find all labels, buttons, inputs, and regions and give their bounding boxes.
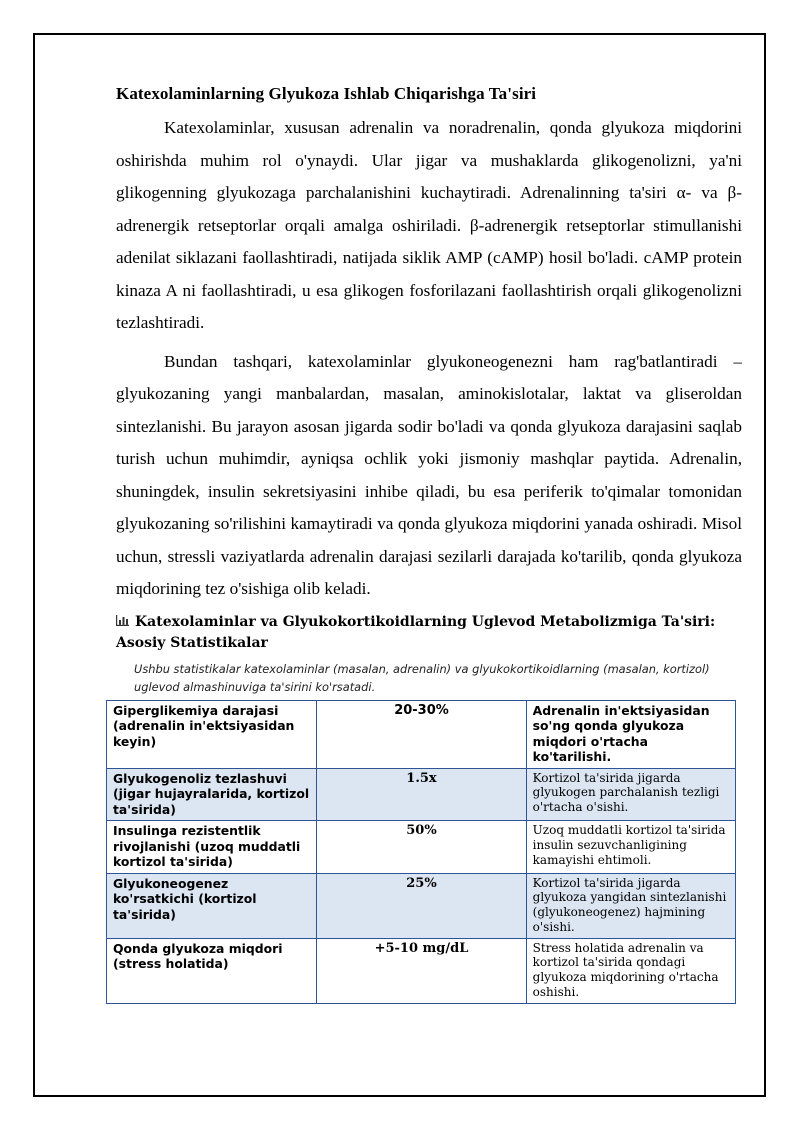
stats-description: Ushbu statistikalar katexolaminlar (masalan, adrenalin) va glyukokortikoidlarning (masalan, kortizol) uglevod almashinuviga ta'sirini ko'rsatadi.	[134, 661, 710, 694]
stats-heading	[116, 612, 742, 654]
row-label: Qonda glyukoza miqdori (stress holatida)	[107, 938, 317, 1003]
paragraph-2: Bundan tashqari, katexolaminlar glyukoneogenezni ham rag'batlantiradi – glyukozaning yangi manbalardan, masalan, aminokislotalar, laktat va gliseroldan sintezlanishi. Bu jarayon asosan jigarda sodir bo'ladi va qonda glyukoza darajasini saqlab turish uchun muhimdir, ayniqsa ochlik yoki jismoniy mashqlar paytida. Adrenalin, shuningdek, insulin sekretsiyasini inhibe qiladi, bu esa periferik to'qimalar tomonidan glyukozaning so'rilishini kamaytiradi va qonda glyukoza miqdorini yanada oshiradi. Misol uchun, stressli vaziyatlarda adrenalin darajasi sezilarli darajada ko'tarilib, qonda glyukoza miqdorining tez o'sishiga olib keladi.	[116, 351, 742, 598]
stats-table	[106, 700, 736, 1004]
row-note: Stress holatida adrenalin va kortizol ta'sirida qondagi glyukoza miqdorining o'rtacha oshishi.	[526, 938, 735, 1003]
row-note: Uzoq muddatli kortizol ta'sirida insulin sezuvchanligining kamayishi ehtimoli.	[526, 821, 735, 874]
row-note: Kortizol ta'sirida jigarda glyukoza yangidan sintezlanishi (glyukoneogenez) hajmining o'sishi.	[526, 873, 735, 938]
bar-chart-icon	[116, 612, 129, 633]
table-row	[107, 873, 736, 938]
table-row	[107, 938, 736, 1003]
row-label: Giperglikemiya darajasi (adrenalin in'ektsiyasidan keyin)	[107, 700, 317, 768]
row-label: Glyukogenoliz tezlashuvi (jigar hujayralarida, kortizol ta'sirida)	[107, 768, 317, 821]
table-row	[107, 700, 736, 768]
row-value: 1.5x	[317, 768, 526, 821]
stats-title: Katexolaminlar va Glyukokortikoidlarning Uglevod Metabolizmiga Ta'siri: Asosiy Statistikalar	[116, 613, 716, 651]
row-label: Insulinga rezistentlik rivojlanishi (uzoq muddatli kortizol ta'sirida)	[107, 821, 317, 874]
table-row	[107, 768, 736, 821]
table-row	[107, 821, 736, 874]
row-note: Kortizol ta'sirida jigarda glyukogen parchalanish tezligi o'rtacha o'sishi.	[526, 768, 735, 821]
row-note: Adrenalin in'ektsiyasidan so'ng qonda glyukoza miqdori o'rtacha ko'tarilishi.	[526, 700, 735, 768]
document-title: Katexolaminlarning Glyukoza Ishlab Chiqarishga Ta'siri	[116, 84, 537, 103]
row-value: 50%	[317, 821, 526, 874]
row-value: 20-30%	[317, 700, 526, 768]
paragraph-1: Katexolaminlar, xususan adrenalin va noradrenalin, qonda glyukoza miqdorini oshirishda muhim rol o'ynaydi. Ular jigar va mushaklarda glikogenolizni, ya'ni glikogenning glyukozaga parchalanishini kuchaytiradi. Adrenalinning ta'siri α- va β-adrenergik retseptorlar orqali amalga oshiriladi. β-adrenergik retseptorlar stimullanishi adenilat siklazani faollashtiradi, natijada siklik AMP (cAMP) hosil bo'ladi. cAMP protein kinaza A ni faollashtiradi, u esa glikogen fosforilazani faollashtirish orqali glikogenolizni tezlashtiradi.	[116, 118, 742, 332]
row-value: +5-10 mg/dL	[317, 938, 526, 1003]
row-value: 25%	[317, 873, 526, 938]
document-body	[113, 84, 742, 1000]
row-label: Glyukoneogenez ko'rsatkichi (kortizol ta'sirida)	[107, 873, 317, 938]
